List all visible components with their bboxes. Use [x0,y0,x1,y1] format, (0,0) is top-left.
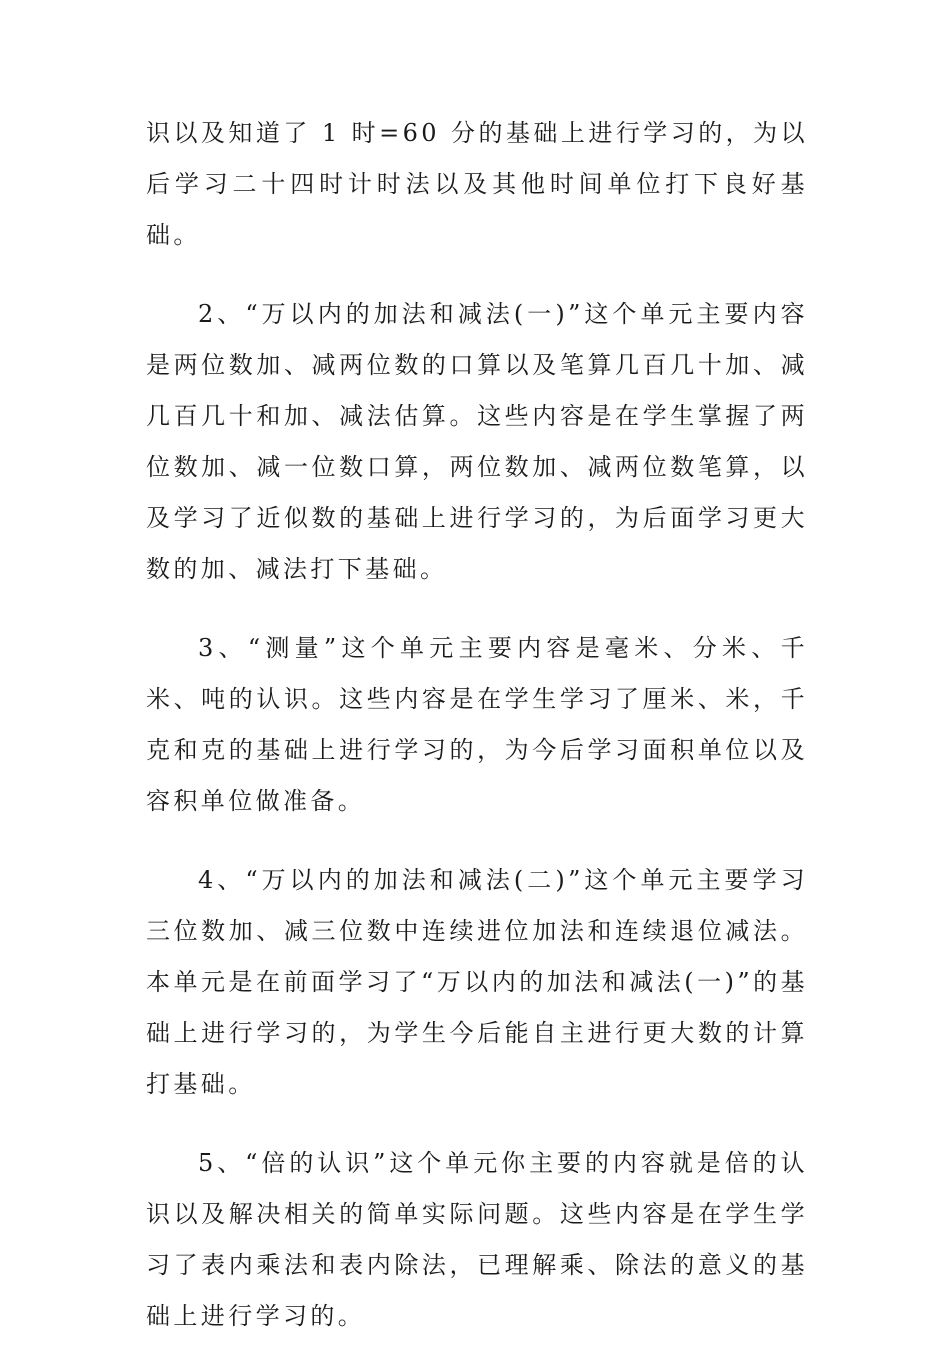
paragraph-continuation: 识以及知道了 1 时=60 分的基础上进行学习的，为以后学习二十四时计时法以及其他时间单位打下良好基础。 [146,119,808,249]
document-body [146,108,808,1370]
paragraph-item-3: 3、“测量”这个单元主要内容是毫米、分米、千米、吨的认识。这些内容是在学生学习了厘米、米，千克和克的基础上进行学习的，为今后学习面积单位以及容积单位做准备。 [146,634,808,815]
paragraph-item-5: 5、“倍的认识”这个单元你主要的内容就是倍的认识以及解决相关的简单实际问题。这些内容是在学生学习了表内乘法和表内除法，已理解乘、除法的意义的基础上进行学习的。 [146,1149,808,1330]
paragraph-item-4: 4、“万以内的加法和减法(二)”这个单元主要学习三位数加、减三位数中连续进位加法和连续退位减法。本单元是在前面学习了“万以内的加法和减法(一)”的基础上进行学习的，为学生今后能自主进行更大数的计算打基础。 [146,866,808,1098]
paragraph-item-2: 2、“万以内的加法和减法(一)”这个单元主要内容是两位数加、减两位数的口算以及笔算几百几十加、减几百几十和加、减法估算。这些内容是在学生掌握了两位数加、减一位数口算，两位数加、减两位数笔算，以及学习了近似数的基础上进行学习的，为后面学习更大数的加、减法打下基础。 [146,300,808,583]
